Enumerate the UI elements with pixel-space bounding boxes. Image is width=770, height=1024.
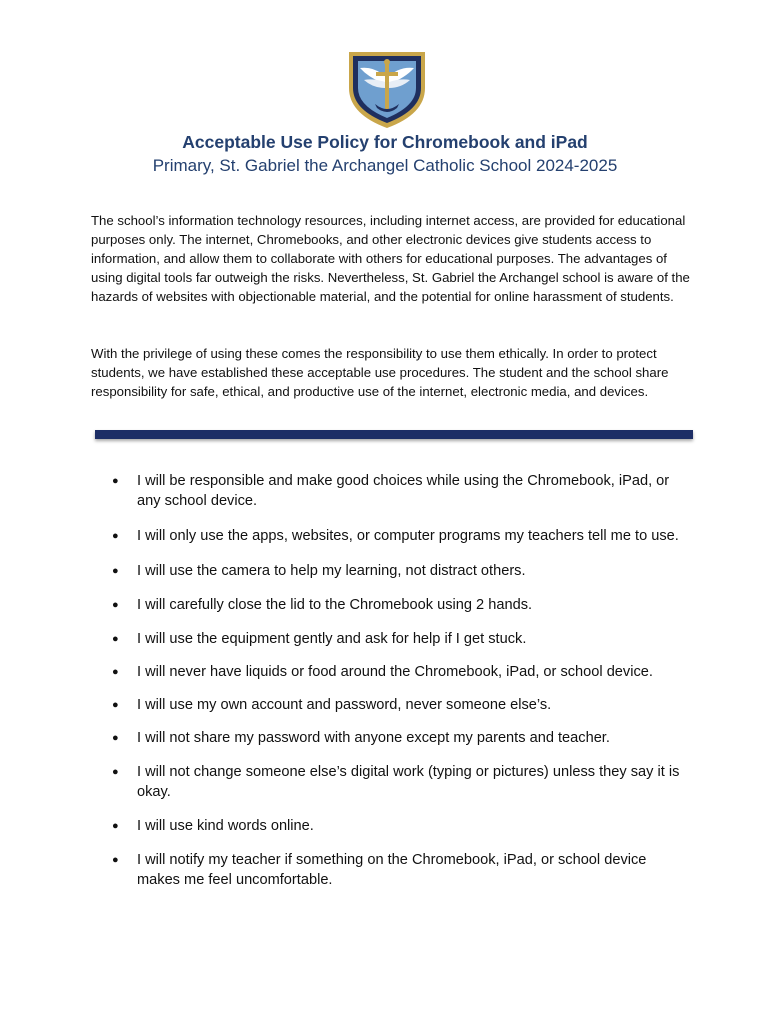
school-crest-logo [345, 48, 429, 130]
bullet-icon: ● [112, 820, 119, 832]
rule-text: I will be responsible and make good choices while using the Chromebook, iPad, or any school device. [137, 473, 670, 509]
rules-list [112, 471, 682, 890]
bullet-icon: ● [112, 854, 119, 866]
list-item [112, 526, 682, 546]
list-item [112, 762, 682, 802]
bullet-icon: ● [112, 699, 119, 711]
rule-text: I will not change someone else’s digital work (typing or pictures) unless they say it is okay. [137, 764, 680, 800]
list-item [112, 850, 682, 890]
document-subtitle: Primary, St. Gabriel the Archangel Catholic School 2024-2025 [152, 156, 618, 175]
rule-text: I will use the equipment gently and ask for help if I get stuck. [137, 631, 527, 647]
intro-paragraph-1: The school’s information technology resources, including internet access, are provided for educational purposes only. The internet, Chromebooks, and other electronic devices give students access to information, and allow them to collaborate with others for educational purposes. The advantages of using digital tools far outweigh the risks. Nevertheless, St. Gabriel the Archangel school is aware of the hazards of websites with objectionable material, and the potential for online harassment of students. [91, 213, 690, 304]
bullet-icon: ● [112, 565, 119, 577]
rule-text: I will only use the apps, websites, or computer programs my teachers tell me to use. [137, 528, 679, 544]
intro-paragraph-2: With the privilege of using these comes the responsibility to use them ethically. In order to protect students, we have established these acceptable use procedures. The student and the school share responsibility for safe, ethical, and productive use of the internet, electronic media, and devices. [91, 346, 669, 399]
bullet-icon: ● [112, 599, 119, 611]
rule-text: I will use my own account and password, never someone else’s. [137, 697, 552, 713]
list-item [112, 695, 682, 715]
list-item [112, 595, 682, 615]
list-item [112, 561, 682, 581]
bullet-icon: ● [112, 766, 119, 778]
rule-text: I will carefully close the lid to the Chromebook using 2 hands. [137, 597, 533, 613]
list-item [112, 662, 682, 682]
document-title: Acceptable Use Policy for Chromebook and iPad [182, 132, 588, 152]
rule-text: I will not share my password with anyone except my parents and teacher. [137, 730, 610, 746]
list-item [112, 629, 682, 649]
section-divider [95, 430, 693, 439]
list-item [112, 728, 682, 748]
bullet-icon: ● [112, 530, 119, 542]
bullet-icon: ● [112, 666, 119, 678]
list-item [112, 816, 682, 836]
rule-text: I will use kind words online. [137, 818, 314, 834]
bullet-icon: ● [112, 732, 119, 744]
rule-text: I will use the camera to help my learning, not distract others. [137, 563, 526, 579]
rule-text: I will notify my teacher if something on the Chromebook, iPad, or school device makes me feel uncomfortable. [137, 852, 647, 888]
rule-text: I will never have liquids or food around the Chromebook, iPad, or school device. [137, 664, 653, 680]
bullet-icon: ● [112, 475, 119, 487]
list-item [112, 471, 682, 511]
bullet-icon: ● [112, 633, 119, 645]
